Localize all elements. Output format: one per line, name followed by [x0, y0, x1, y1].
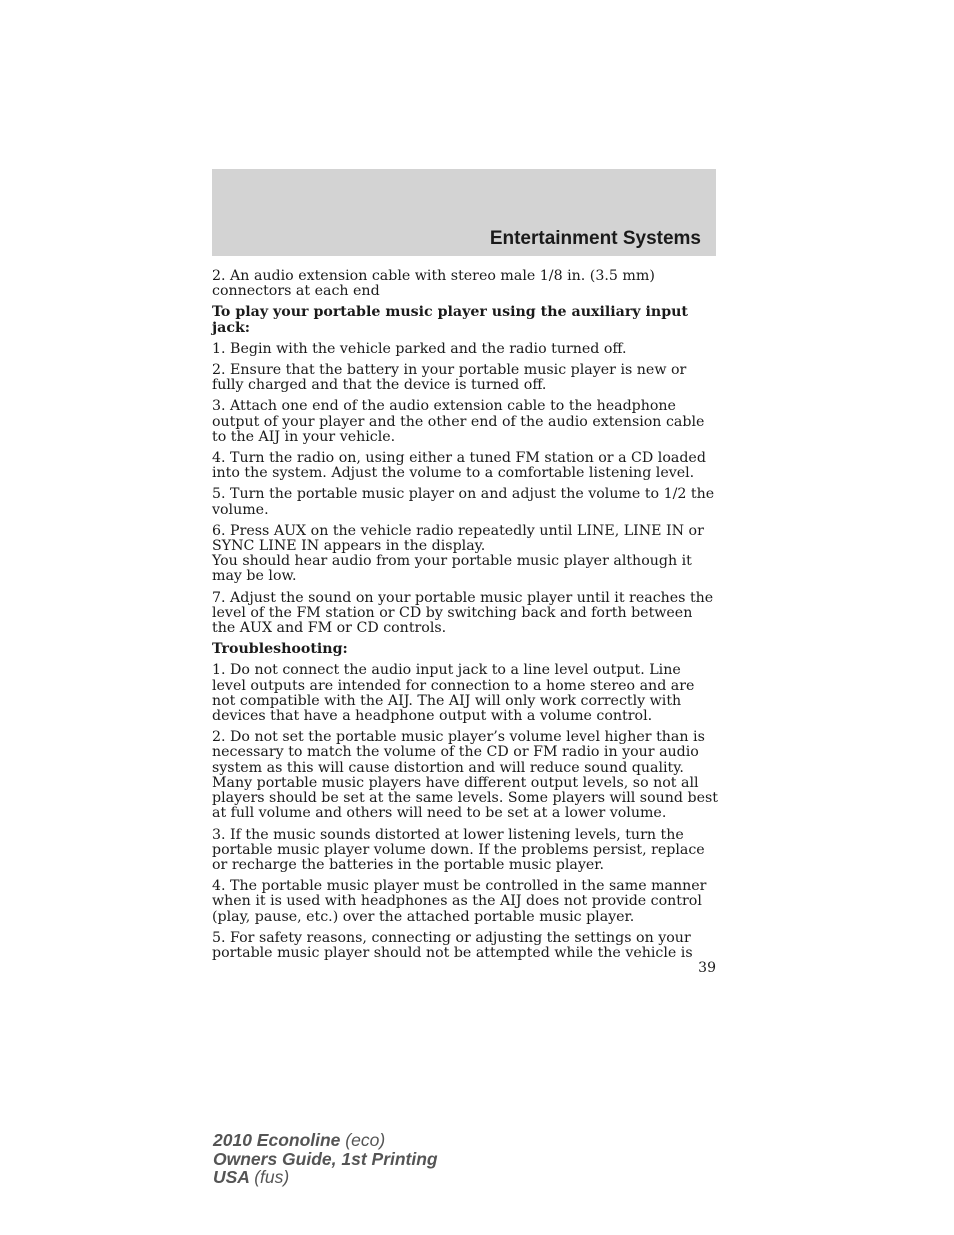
body-paragraph: 2. Ensure that the battery in your portable music player is new or fully charged and that the device is turned off.: [212, 362, 687, 394]
manual-body-text: [212, 269, 718, 967]
body-paragraph: 2. Do not set the portable music player’s volume level higher than is necessary to match the volume of the CD or FM radio in your audio system as this will cause distortion and will reduce sound quality. Many portable music players have different output levels, so not all players should be set at the same levels. Some players will sound best at full volume and others will need to be set at a lower volume.: [212, 729, 718, 822]
body-paragraph: 7. Adjust the sound on your portable music player until it reaches the level of the FM station or CD by switching back and forth between the AUX and FM or CD controls.: [212, 589, 714, 637]
footer-model-code: (eco): [345, 1130, 386, 1150]
footer-model-year: 2010 Econoline: [213, 1130, 341, 1150]
section-title: Entertainment Systems: [489, 228, 701, 249]
body-paragraph: 5. Turn the portable music player on and adjust the volume to 1/2 the volume.: [212, 486, 715, 518]
body-paragraph: 5. For safety reasons, connecting or adjusting the settings on your portable music player should not be attempted while the vehicle is: [212, 929, 693, 961]
body-paragraph: 1. Do not connect the audio input jack to a line level output. Line level outputs are intended for connection to a home stereo and are not compatible with the AIJ. The AIJ will only work correctly with devices that have a headphone output with a volume control.: [212, 662, 695, 725]
body-paragraph: 3. Attach one end of the audio extension cable to the headphone output of your player and the other end of the audio extension cable to the AIJ in your vehicle.: [212, 398, 705, 445]
body-paragraph: 2. An audio extension cable with stereo male 1/8 in. (3.5 mm) connectors at each end: [212, 268, 655, 300]
body-paragraph: 6. Press AUX on the vehicle radio repeatedly until LINE, LINE IN or SYNC LINE IN appears in the display.: [212, 522, 704, 555]
body-paragraph: 1. Begin with the vehicle parked and the radio turned off.: [212, 340, 627, 357]
footer-region: USA: [213, 1167, 250, 1187]
body-paragraph: You should hear audio from your portable music player although it may be low.: [212, 553, 692, 585]
section-header-band: [212, 169, 716, 256]
footer-line-region: [213, 1168, 438, 1187]
footer-line-printing: Owners Guide, 1st Printing: [213, 1148, 438, 1169]
body-paragraph: 4. Turn the radio on, using either a tuned FM station or a CD loaded into the system. Adjust the volume to a comfortable listening level.: [212, 450, 706, 482]
body-paragraph: 3. If the music sounds distorted at lower listening levels, turn the portable music player volume down. If the problems persist, replace or recharge the batteries in the portable music player.: [212, 826, 705, 873]
section-subheading: Troubleshooting:: [212, 641, 348, 658]
page-number: 39: [698, 960, 716, 976]
document-footer: [213, 1131, 438, 1187]
footer-line-model: [213, 1131, 438, 1150]
footer-region-code: (fus): [254, 1167, 290, 1187]
body-paragraph: 4. The portable music player must be controlled in the same manner when it is used with headphones as the AIJ does not provide control (play, pause, etc.) over the attached portable music player.: [212, 878, 707, 925]
section-subheading: To play your portable music player using the auxiliary input jack:: [212, 304, 688, 336]
